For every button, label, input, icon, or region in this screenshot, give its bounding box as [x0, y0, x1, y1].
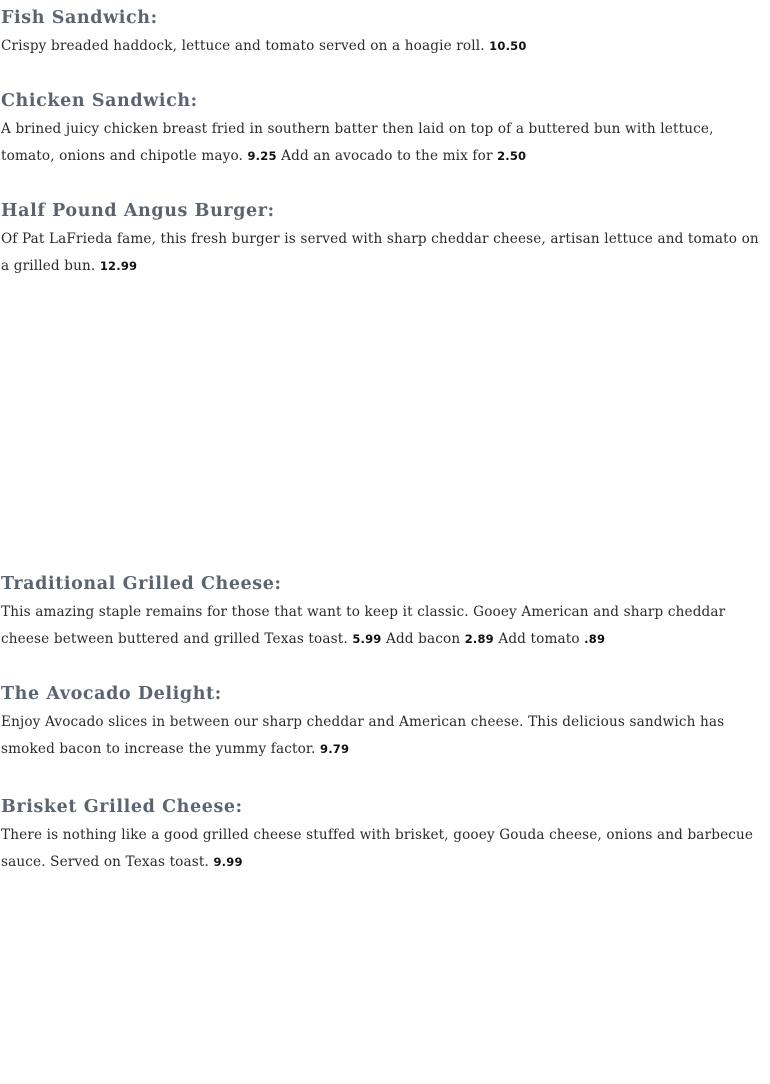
description-text: Enjoy Avocado slices in between our sharp cheddar and American cheese. This delicious sandwich has smoked bacon to increase the yummy factor.: [1, 714, 725, 757]
item-title: Brisket Grilled Cheese:: [1, 797, 243, 817]
item-price: 10.50: [489, 39, 527, 53]
addon-price: 2.50: [497, 149, 527, 163]
item-price: 12.99: [99, 259, 138, 273]
menu-item-angus-burger: [1, 199, 767, 280]
description-text: Of Pat LaFrieda fame, this fresh burger is served with sharp cheddar cheese, artisan lettuce and tomato on a grilled bun.: [1, 231, 759, 274]
menu-item-avocado-delight: [1, 682, 767, 763]
item-description: [1, 33, 767, 60]
item-price: 9.79: [320, 742, 350, 756]
item-description: [1, 822, 767, 876]
menu-item-fish-sandwich: [1, 6, 767, 60]
item-title: Traditional Grilled Cheese:: [1, 574, 282, 594]
item-price: 9.25: [247, 149, 277, 163]
menu-item-traditional-grilled-cheese: [1, 572, 767, 653]
menu-item-brisket-grilled-cheese: [1, 795, 767, 876]
item-description: [1, 709, 767, 763]
addon-price: 2.89: [464, 632, 494, 646]
item-title: Half Pound Angus Burger:: [1, 201, 275, 221]
item-description: [1, 599, 767, 653]
description-text: This amazing staple remains for those that want to keep it classic. Gooey American and sharp cheddar cheese between buttered and grilled Texas toast.: [1, 604, 726, 647]
item-title: Fish Sandwich:: [1, 8, 158, 28]
item-title: Chicken Sandwich:: [1, 91, 198, 111]
description-text: There is nothing like a good grilled cheese stuffed with brisket, gooey Gouda cheese, onions and barbecue sauce. Served on Texas toast.: [1, 827, 754, 870]
menu-item-chicken-sandwich: [1, 89, 767, 170]
item-price: 5.99: [352, 632, 382, 646]
item-description: [1, 226, 767, 280]
description-text: Add an avocado to the mix for: [276, 148, 498, 164]
description-text: Add bacon: [381, 631, 465, 647]
item-price: 9.99: [213, 855, 243, 869]
description-text: Crispy breaded haddock, lettuce and tomato served on a hoagie roll.: [1, 38, 490, 54]
description-text: Add tomato: [493, 631, 585, 647]
item-title: The Avocado Delight:: [1, 684, 222, 704]
item-description: [1, 116, 767, 170]
description-text: A brined juicy chicken breast fried in southern batter then laid on top of a buttered bun with lettuce, tomato, onions and chipotle mayo.: [1, 121, 714, 164]
addon-price: .89: [584, 632, 606, 646]
